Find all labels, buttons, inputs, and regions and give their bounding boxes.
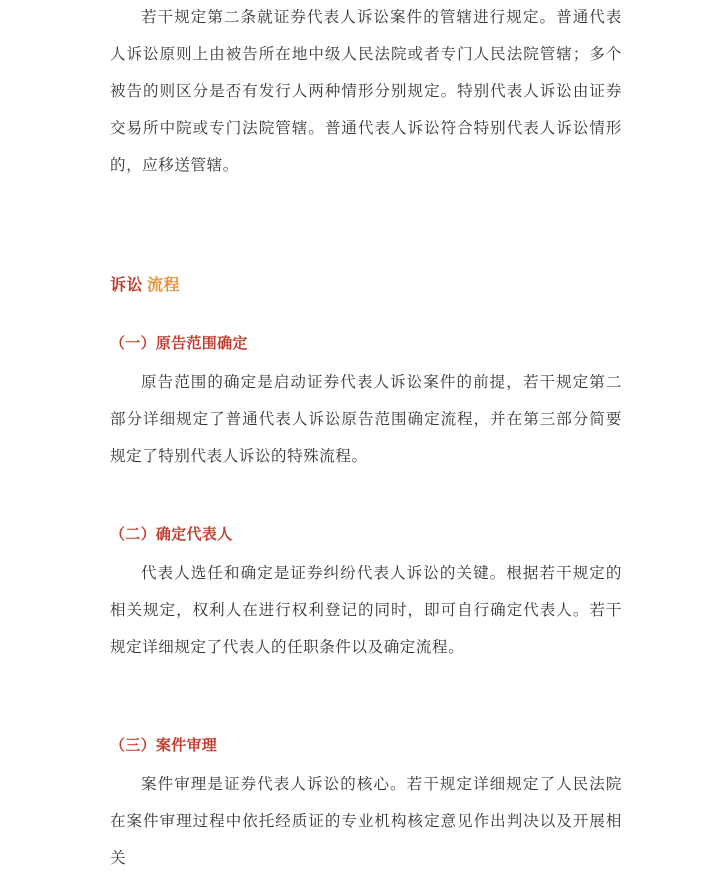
- subsection-heading-case-trial: （三）案件审理: [110, 736, 218, 754]
- subsection-heading-plaintiff-scope: （一）原告范围确定: [110, 334, 248, 352]
- subsection-heading-representative: （二）确定代表人: [110, 525, 233, 543]
- section-title-part2: 流程: [147, 275, 181, 294]
- subsection-paragraph-case-trial: 案件审理是证券代表人诉讼的核心。若干规定详细规定了人民法院在案件审理过程中依托经质证的专业机构核定意见作出判决以及开展相关: [110, 775, 622, 867]
- subsection-paragraph-plaintiff-scope: 原告范围的确定是启动证券代表人诉讼案件的前提，若干规定第二部分详细规定了普通代表人诉讼原告范围确定流程，并在第三部分简要规定了特别代表人诉讼的特殊流程。: [110, 373, 622, 465]
- section-title: [110, 270, 180, 300]
- intro-paragraph: 若干规定第二条就证券代表人诉讼案件的管辖进行规定。普通代表人诉讼原则上由被告所在地中级人民法院或者专门人民法院管辖；多个被告的则区分是否有发行人两种情形分别规定。特别代表人诉讼由证券交易所中院或专门法院管辖。普通代表人诉讼符合特别代表人诉讼情形的，应移送管辖。: [110, 8, 622, 174]
- section-title-part1: 诉讼: [110, 275, 144, 294]
- subsection-paragraph-representative: 代表人选任和确定是证券纠纷代表人诉讼的关键。根据若干规定的相关规定，权利人在进行权利登记的同时，即可自行确定代表人。若干规定详细规定了代表人的任职条件以及确定流程。: [110, 564, 622, 656]
